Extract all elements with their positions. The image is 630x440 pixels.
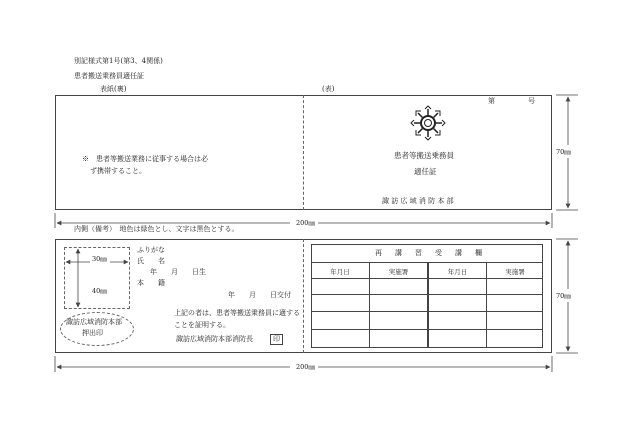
cover-width-dim: 200㎜ bbox=[296, 219, 315, 227]
cover-title-line1: 患者等搬送乗務員 bbox=[394, 151, 454, 160]
col-header-station: 実施署 bbox=[388, 268, 409, 276]
furigana-label: ふりがな bbox=[137, 246, 165, 254]
issue-date-label: 年 月 日交付 bbox=[228, 291, 291, 299]
col-header-date: 年月日 bbox=[447, 268, 468, 276]
inner-fold-line bbox=[303, 239, 304, 353]
seal-box: 印 bbox=[270, 334, 283, 345]
certify-line2: ことを証明する。 bbox=[174, 321, 230, 329]
stamp-text-line1: 諏訪広域消防本部 bbox=[66, 318, 122, 326]
inner-height-dim: 70㎜ bbox=[556, 292, 571, 300]
col-header-station: 実施署 bbox=[505, 268, 525, 276]
cover-title-line2: 適任証 bbox=[414, 167, 437, 176]
stamp-text-line2: 押出印 bbox=[82, 329, 103, 337]
cover-note-line2: ず携帯すること。 bbox=[90, 167, 146, 175]
cover-note-line1: ※ 患者等搬送業務に従事する場合は必 bbox=[82, 155, 208, 163]
photo-height-dim: 40㎜ bbox=[92, 287, 107, 295]
retraining-title: 再 講 習 受 講 欄 bbox=[375, 249, 485, 257]
form-title: 患者搬送乗務員適任証 bbox=[74, 72, 144, 80]
chief-label: 諏訪広域消防本部消防長 bbox=[176, 335, 253, 343]
form-number: 別記様式第1号(第3、4関係) bbox=[74, 57, 163, 65]
domicile-label: 本 籍 bbox=[137, 279, 165, 287]
birth-label: 年 月 日生 bbox=[150, 268, 206, 276]
cover-back-label: 表紙(裏) bbox=[100, 85, 127, 93]
photo-width-dim: 30㎜ bbox=[92, 255, 107, 263]
number-suffix: 号 bbox=[528, 97, 535, 105]
cover-issuer: 諏 訪 広 域 消 防 本 部 bbox=[382, 197, 454, 205]
certify-line1: 上記の者は、患者等搬送乗務員に適する bbox=[174, 309, 300, 317]
cover-height-dim: 70㎜ bbox=[556, 148, 571, 156]
inner-width-dim: 200㎜ bbox=[296, 363, 315, 371]
col-header-date: 年月日 bbox=[330, 268, 350, 276]
cover-front-label: (表) bbox=[322, 85, 335, 93]
number-label: 第 bbox=[488, 97, 495, 105]
cover-fold-line bbox=[303, 95, 304, 210]
name-label: 氏 名 bbox=[137, 257, 165, 265]
remarks-text: 内側（備考） 地色は緑色とし、文字は黒色とする。 bbox=[74, 225, 239, 233]
